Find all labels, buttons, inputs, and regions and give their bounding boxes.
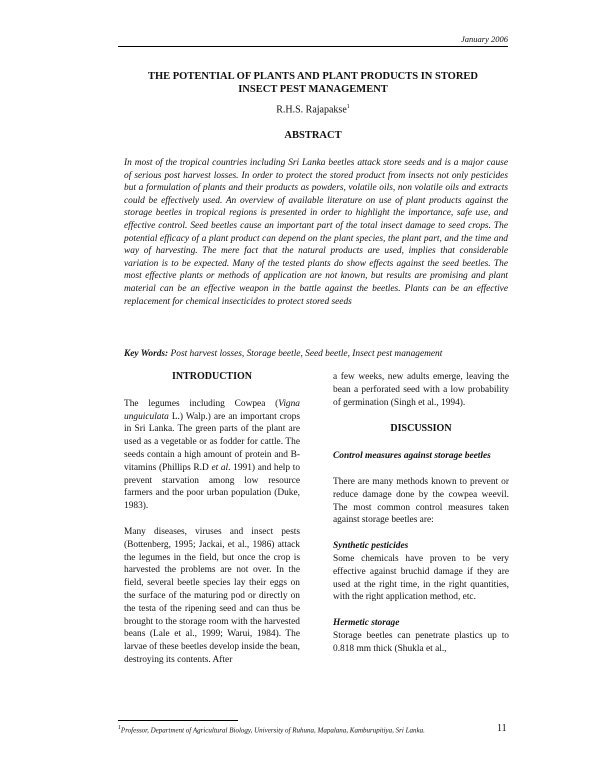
intro-paragraph-2: Many diseases, viruses and insect pests (Bottenberg, 1995; Jackai, et al., 1986) attack the legumes in the field, but once the crop is harvested the problems are not over. In the field, several beetle species lay their eggs on the surface of the maturing pod or directly on the testa of the ripening seed and can thus be brought to the storage room with the harvested beans (Lale et al., 1999; Warui, 1984). The larvae of these beetles develop inside the bean, destroying its contents. After bbox=[124, 526, 300, 665]
hermetic-storage-text: Storage beetles can penetrate plastics up to 0.818 mm thick (Shukla et al., bbox=[333, 630, 509, 654]
footnote-rule bbox=[118, 720, 238, 721]
control-measures-heading: Control measures against storage beetles bbox=[333, 451, 491, 462]
right-column bbox=[333, 371, 509, 656]
keywords-text: Post harvest losses, Storage beetle, Seed beetle, Insect pest management bbox=[170, 349, 443, 359]
discussion-heading: DISCUSSION bbox=[390, 423, 452, 435]
header-rule bbox=[118, 46, 508, 47]
footnote-mark: 1 bbox=[118, 725, 121, 731]
footnote bbox=[118, 724, 468, 736]
keywords bbox=[124, 349, 508, 359]
title-line-2: INSECT PEST MANAGEMENT bbox=[238, 84, 388, 95]
author bbox=[118, 104, 508, 115]
footnote-text: Professor, Department of Agricultural Biology, University of Ruhuna, Mapalana, Kamburupitiya, Sri Lanka. bbox=[120, 726, 425, 735]
abstract-body: In most of the tropical countries including Sri Lanka beetles attack store seeds and is a major cause of serious post harvest losses. In order to protect the stored product from insects not only pesticides but a formulation of plants and their products as powders, volatile oils, non volatile oils and extracts could be effectively used. An overview of available literature on use of plant products against the storage beetles in tropical regions is presented in order to highlight the importance, safe use, and effective control. Seed beetles cause an important part of the total insect damage to seed crops. The potential efficacy of a plant product can depend on the plant species, the plant part, and the time and way of harvesting. The mere fact that the natural products are used, implies that considerable variation is to be expected. Many of the tested plants do show effects against the seed beetles. The most effective plants or methods of application are not known, but results are promising and plant material can be an effective weapon in the battle against the beetles. Plants can be an effective replacement for chemical insecticides to protect stored seeds bbox=[124, 158, 508, 307]
control-measures-text: There are many methods known to prevent or reduce damage done by the cowpea weevil. The most common control measures taken against storage beetles are: bbox=[333, 476, 509, 526]
abstract-heading: ABSTRACT bbox=[284, 130, 342, 141]
title-line-1: THE POTENTIAL OF PLANTS AND PLANT PRODUCTS IN STORED bbox=[147, 71, 479, 82]
paper-title bbox=[118, 70, 508, 96]
keywords-label: Key Words: bbox=[124, 349, 169, 359]
header-date: January 2006 bbox=[461, 34, 508, 44]
page-number: 11 bbox=[497, 723, 507, 734]
et-al: et al bbox=[211, 462, 229, 473]
synthetic-pesticides-heading: Synthetic pesticides bbox=[333, 541, 409, 552]
left-column bbox=[124, 371, 300, 667]
author-name: R.H.S. Rajapakse bbox=[276, 104, 347, 116]
hermetic-storage-heading: Hermetic storage bbox=[333, 618, 400, 629]
introduction-heading: INTRODUCTION bbox=[171, 371, 252, 382]
intro-paragraph-1: The legumes including Cowpea (Vigna unguiculata L.) Walp.) are an important crops in Sri Lanka. The green parts of the plant are used as a vegetable or as fodder for cattle. The seeds contain a high amount of protein and B-vitamins (Phillips R.D et al. 1991) and help to prevent starvation among low resource farmers and the poor urban population (Duke, 1983). bbox=[124, 398, 301, 512]
species-name: Vigna unguiculata bbox=[124, 398, 300, 422]
intro-continued: a few weeks, new adults emerge, leaving the bean a perforated seed with a low probability of germination (Singh et al., 1994). bbox=[333, 372, 509, 408]
synthetic-pesticides-text: Some chemicals have proven to be very effective against bruchid damage if they are used at the right time, in the right quantities, with the right application method, etc. bbox=[333, 553, 509, 603]
author-footnote-mark: 1 bbox=[346, 104, 350, 110]
